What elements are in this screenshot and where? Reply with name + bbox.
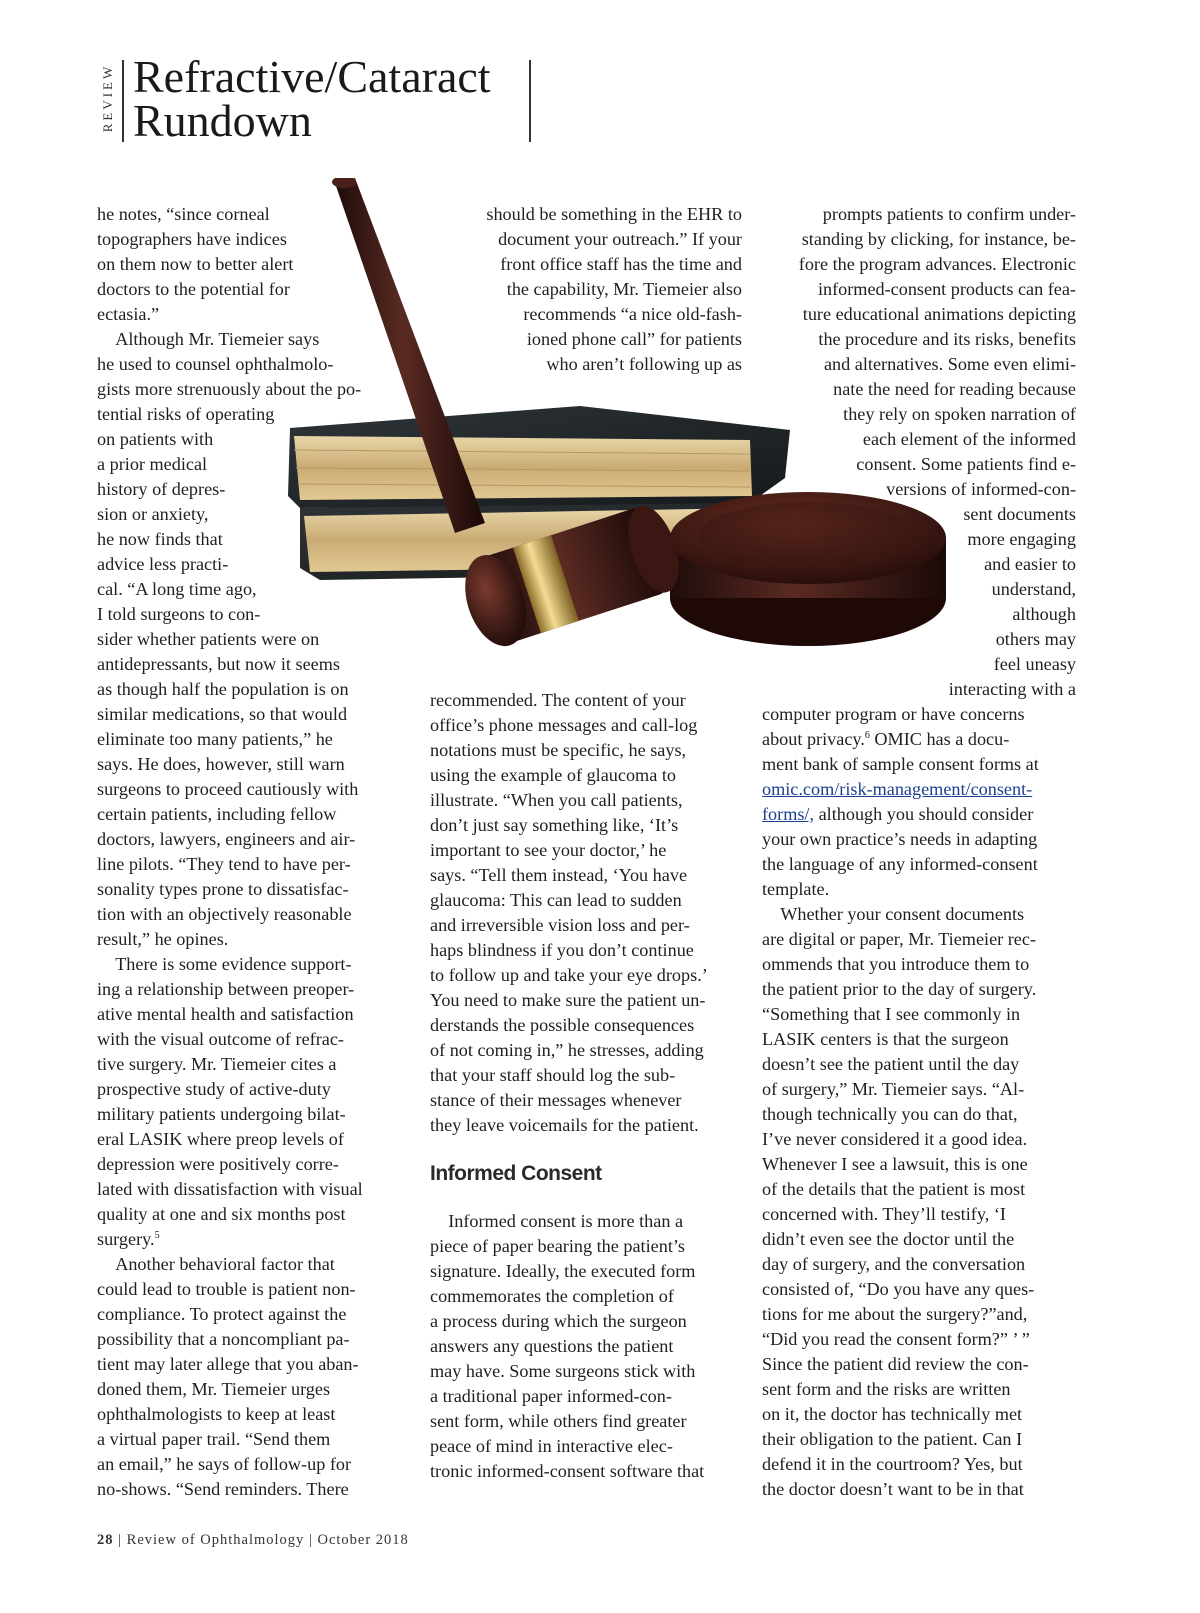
col2-line: don’t just say something like, ‘It’s <box>430 815 679 835</box>
col1-line: he notes, “since corneal <box>97 204 270 224</box>
col1-line: tential risks of operating <box>97 404 275 424</box>
col1-line: ing a relationship between preoper- <box>97 979 355 999</box>
col1-line: result,” he opines. <box>97 929 229 949</box>
col2-line: of not coming in,” he stresses, adding <box>430 1040 704 1060</box>
col1-line: eliminate too many patients,” he <box>97 729 333 749</box>
col3-line: consisted of, “Do you have any ques- <box>762 1279 1035 1299</box>
col3-line: each element of the informed <box>862 429 1076 449</box>
col1-line: There is some evidence support- <box>115 954 352 974</box>
col1-line: eral LASIK where preop levels of <box>97 1129 344 1149</box>
col2-line: haps blindness if you don’t continue <box>430 940 694 960</box>
col1-line: says. He does, however, still warn <box>97 754 345 774</box>
col1-line: he now finds that <box>97 529 223 549</box>
reference-6: 6 <box>864 729 870 741</box>
col2-line: signature. Ideally, the executed form <box>430 1261 696 1281</box>
page-number: 28 <box>97 1532 114 1548</box>
col1-line: I told surgeons to con- <box>97 604 261 624</box>
title-line-2: Rundown <box>133 95 312 146</box>
col1-line: lated with dissatisfaction with visual <box>97 1179 363 1199</box>
col2-line: recommends “a nice old-fash- <box>523 304 742 324</box>
col1-line: as though half the population is on <box>97 679 349 699</box>
col1-line: advice less practi- <box>97 554 229 574</box>
col1-line: doctors to the potential for <box>97 279 290 299</box>
col3-line: ture educational animations depicting <box>802 304 1076 324</box>
col1-line: Another behavioral factor that <box>115 1254 335 1274</box>
col3-line: of the details that the patient is most <box>762 1179 1026 1199</box>
col3-line: “Did you read the consent form?” ’ ” <box>762 1329 1030 1349</box>
col1-line: could lead to trouble is patient non- <box>97 1279 356 1299</box>
footer-separator: | <box>113 1532 127 1548</box>
col1-line: prospective study of active-duty <box>97 1079 331 1099</box>
col3-line: didn’t even see the doctor until the <box>762 1229 1015 1249</box>
col3-line: sent form and the risks are written <box>762 1379 1011 1399</box>
col1-line: tive surgery. Mr. Tiemeier cites a <box>97 1054 337 1074</box>
col3-line: although <box>1012 604 1076 624</box>
col3-line: OMIC has a docu- <box>869 729 1010 749</box>
col1-line: possibility that a noncompliant pa- <box>97 1329 350 1349</box>
col2-line: should be something in the EHR to <box>486 204 742 224</box>
col1-line: compliance. To protect against the <box>97 1304 347 1324</box>
col2-line: derstands the possible consequences <box>430 1015 695 1035</box>
col1-line: sider whether patients were on <box>97 629 320 649</box>
col3-line: informed-consent products can fea- <box>817 279 1076 299</box>
col3-line: nate the need for reading because <box>833 379 1076 399</box>
col3-line: on it, the doctor has technically met <box>762 1404 1023 1424</box>
page-title <box>133 51 533 146</box>
col2-line: that your staff should log the sub- <box>430 1065 676 1085</box>
col2-line: Informed consent is more than a <box>448 1211 684 1231</box>
col3-line: ommends that you introduce them to <box>762 954 1030 974</box>
col3-line: the language of any informed-consent <box>762 854 1038 874</box>
header-rule-right <box>529 60 531 142</box>
col1-line: cal. “A long time ago, <box>97 579 257 599</box>
col2-top-block <box>430 202 742 377</box>
col1-line: certain patients, including fellow <box>97 804 337 824</box>
col1-line: line pilots. “They tend to have per- <box>97 854 351 874</box>
col1-line: surgeons to proceed cautiously with <box>97 779 359 799</box>
col3-line: the patient prior to the day of surgery. <box>762 979 1037 999</box>
col1-line: tion with an objectively reasonable <box>97 904 352 924</box>
col1-line: gists more strenuously about the po- <box>97 379 362 399</box>
col1-line: ative mental health and satisfaction <box>97 1004 354 1024</box>
col1-line: an email,” he says of follow-up for <box>97 1454 352 1474</box>
column-3 <box>762 202 1076 1502</box>
col2-line: says. “Tell them instead, ‘You have <box>430 865 688 885</box>
col2-line: they leave voicemails for the patient. <box>430 1115 699 1135</box>
col3-top-block <box>762 202 1076 702</box>
col3-line: standing by clicking, for instance, be- <box>801 229 1076 249</box>
illustration-gap <box>430 377 742 688</box>
col2-line: stance of their messages whenever <box>430 1090 682 1110</box>
col1-line: surgery. <box>97 1229 155 1249</box>
col3-line: Whether your consent documents <box>780 904 1025 924</box>
col3-line: sent documents <box>963 504 1076 524</box>
col2-line: peace of mind in interactive elec- <box>430 1436 673 1456</box>
col3-line: and easier to <box>984 554 1076 574</box>
col3-line: are digital or paper, Mr. Tiemeier rec- <box>762 929 1037 949</box>
col3-line: the doctor doesn’t want to be in that <box>762 1479 1024 1499</box>
col3-bottom-block <box>762 902 1076 1502</box>
reference-5: 5 <box>154 1229 160 1241</box>
col1-line: sonality types prone to dissatisfac- <box>97 879 349 899</box>
col3-line: the procedure and its risks, benefits <box>818 329 1076 349</box>
col1-line: sion or anxiety, <box>97 504 209 524</box>
col3-line: tions for me about the surgery?”and, <box>762 1304 1028 1324</box>
col2-line: front office staff has the time and <box>500 254 742 274</box>
col2-line: glaucoma: This can lead to sudden <box>430 890 682 910</box>
col2-line: important to see your doctor,’ he <box>430 840 667 860</box>
col2-line: piece of paper bearing the patient’s <box>430 1236 686 1256</box>
col2-line: ioned phone call” for patients <box>526 329 742 349</box>
col2-bottom-block <box>430 688 742 1138</box>
col1-line: military patients undergoing bilat- <box>97 1104 346 1124</box>
col3-line: day of surgery, and the conversation <box>762 1254 1026 1274</box>
col2-line: recommended. The content of your <box>430 690 686 710</box>
col3-mid-block <box>762 702 1076 902</box>
col3-line: ment bank of sample consent forms at <box>762 754 1039 774</box>
col3-line: versions of informed-con- <box>886 479 1076 499</box>
col3-line: “Something that I see commonly in <box>762 1004 1021 1024</box>
col1-line: a virtual paper trail. “Send them <box>97 1429 331 1449</box>
col2-line: sent form, while others find greater <box>430 1411 687 1431</box>
col3-line: others may <box>995 629 1076 649</box>
col2-line: office’s phone messages and call-log <box>430 715 698 735</box>
footer-separator: | <box>304 1532 318 1548</box>
col2-line: tronic informed-consent software that <box>430 1461 705 1481</box>
col3-line: consent. Some patients find e- <box>856 454 1076 474</box>
col1-line: he used to counsel ophthalmolo- <box>97 354 334 374</box>
col2-line: answers any questions the patient <box>430 1336 674 1356</box>
col2-line: notations must be specific, he says, <box>430 740 687 760</box>
section-tag <box>97 58 117 144</box>
col1-line: Although Mr. Tiemeier says <box>115 329 320 349</box>
col3-line: of surgery,” Mr. Tiemeier says. “Al- <box>762 1079 1025 1099</box>
section-heading: Informed Consent <box>430 1162 602 1185</box>
col3-line: prompts patients to confirm under- <box>822 204 1076 224</box>
col1-line: depression were positively corre- <box>97 1154 339 1174</box>
header-rule-left <box>122 60 124 142</box>
col1-line: with the visual outcome of refrac- <box>97 1029 344 1049</box>
col1-line: tient may later allege that you aban- <box>97 1354 359 1374</box>
column-2 <box>430 202 742 1484</box>
col2-line: document your outreach.” If your <box>498 229 742 249</box>
col3-line: Whenever I see a lawsuit, this is one <box>762 1154 1028 1174</box>
col2-line: a process during which the surgeon <box>430 1311 687 1331</box>
col3-line: their obligation to the patient. Can I <box>762 1429 1023 1449</box>
col3-line: interacting with a <box>948 679 1076 699</box>
col1-line: no-shows. “Send reminders. There <box>97 1479 349 1499</box>
col3-line: computer program or have concerns <box>762 704 1025 724</box>
col2-line: the capability, Mr. Tiemeier also <box>506 279 742 299</box>
col2-line: to follow up and take your eye drops.’ <box>430 965 708 985</box>
col3-line: Since the patient did review the con- <box>762 1354 1029 1374</box>
col3-line: though technically you can do that, <box>762 1104 1018 1124</box>
page-footer <box>97 1532 409 1549</box>
col3-line: although you should consider <box>814 804 1034 824</box>
col3-line: fore the program advances. Electronic <box>798 254 1076 274</box>
col3-line: concerned with. They’ll testify, ‘I <box>762 1204 1006 1224</box>
issue-date: October 2018 <box>317 1532 409 1548</box>
col2-line: using the example of glaucoma to <box>430 765 676 785</box>
col1-line: ophthalmologists to keep at least <box>97 1404 336 1424</box>
column-1 <box>97 202 417 1502</box>
col3-line: doesn’t see the patient until the day <box>762 1054 1020 1074</box>
col2-line: You need to make sure the patient un- <box>430 990 706 1010</box>
col3-line: defend it in the courtroom? Yes, but <box>762 1454 1023 1474</box>
col3-line: LASIK centers is that the surgeon <box>762 1029 1009 1049</box>
col1-line: topographers have indices <box>97 229 287 249</box>
col2-line: who aren’t following up as <box>546 354 742 374</box>
title-line-1: Refractive/Cataract <box>133 51 491 102</box>
col3-line: more engaging <box>967 529 1076 549</box>
col1-line: a prior medical <box>97 454 208 474</box>
col3-line: your own practice’s needs in adapting <box>762 829 1038 849</box>
col1-line: ectasia.” <box>97 304 160 324</box>
col1-line: doned them, Mr. Tiemeier urges <box>97 1379 331 1399</box>
publication-name: Review of Ophthalmology <box>126 1532 305 1548</box>
omic-consent-forms-link-cont[interactable]: forms/, <box>762 804 815 824</box>
col1-line: on patients with <box>97 429 214 449</box>
col1-line: history of depres- <box>97 479 226 499</box>
col3-line: they rely on spoken narration of <box>843 404 1076 424</box>
col1-line: on them now to better alert <box>97 254 294 274</box>
col2-line: a traditional paper informed-con- <box>430 1386 672 1406</box>
col2-line: commemorates the completion of <box>430 1286 674 1306</box>
col1-line: antidepressants, but now it seems <box>97 654 340 674</box>
col2-line: may have. Some surgeons stick with <box>430 1361 696 1381</box>
col3-line: understand, <box>991 579 1076 599</box>
section-label: REVIEW <box>100 63 115 133</box>
col3-line: I’ve never considered it a good idea. <box>762 1129 1028 1149</box>
col1-line: similar medications, so that would <box>97 704 348 724</box>
col2-line: illustrate. “When you call patients, <box>430 790 683 810</box>
col2-consent-block <box>430 1209 742 1484</box>
col3-line: template. <box>762 879 830 899</box>
col3-line: feel uneasy <box>993 654 1076 674</box>
col1-line: doctors, lawyers, engineers and air- <box>97 829 356 849</box>
col1-line: quality at one and six months post <box>97 1204 346 1224</box>
col3-line: about privacy. <box>762 729 865 749</box>
col2-line: and irreversible vision loss and per- <box>430 915 690 935</box>
omic-consent-forms-link[interactable]: omic.com/risk-management/consent- <box>762 779 1033 799</box>
col3-line: and alternatives. Some even elimi- <box>823 354 1076 374</box>
